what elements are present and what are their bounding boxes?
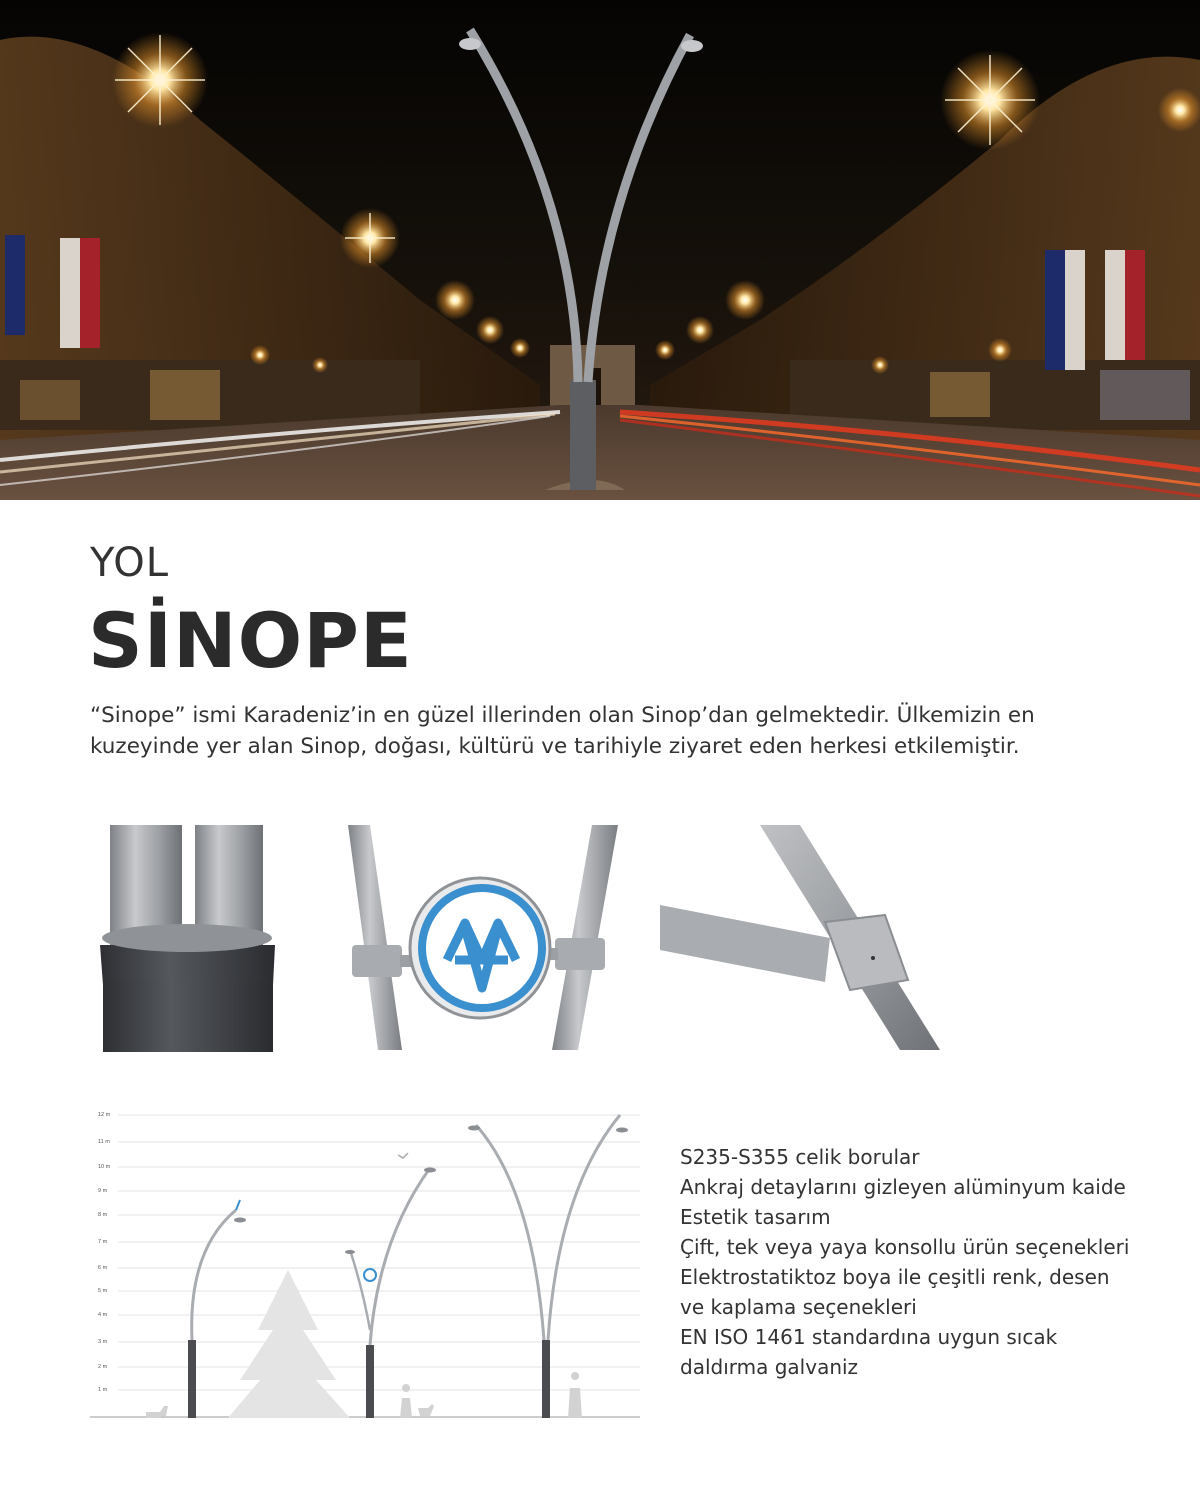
feature-item: S235-S355 celik borular — [680, 1145, 920, 1169]
feature-item: daldırma galvaniz — [680, 1355, 859, 1379]
feature-item: Elektrostatiktoz boya ile çeşitli renk, desen — [680, 1265, 1110, 1289]
pole-emblem-detail-image — [340, 820, 630, 1055]
feature-list — [680, 1142, 1180, 1382]
product-name: SİNOPE — [88, 596, 413, 685]
scale-label-4m: 4 m — [98, 1312, 108, 1318]
feature-item: ve kaplama seçenekleri — [680, 1295, 917, 1319]
dog-silhouette — [146, 1406, 168, 1418]
person-with-dog-silhouette — [400, 1384, 434, 1418]
person-silhouette — [568, 1372, 582, 1418]
scale-label-8m: 8 m — [98, 1212, 108, 1218]
scale-label-9m: 9 m — [98, 1188, 108, 1194]
pole-junction-detail-image — [660, 820, 945, 1055]
scale-label-3m: 3 m — [98, 1339, 108, 1345]
feature-item: Ankraj detaylarını gizleyen alüminyum kaide — [680, 1175, 1126, 1199]
scale-label-10m: 10 m — [98, 1164, 111, 1170]
scale-label-12m: 12 m — [98, 1112, 111, 1118]
product-description: “Sinope” ismi Karadeniz’in en güzel illerinden olan Sinop’dan gelmektedir. Ülkemizin en kuzeyinde yer alan Sinop, doğası, kültürü ve tarihiyle ziyaret eden herkesi etkilemiştir. — [90, 703, 1035, 759]
scale-label-6m: 6 m — [98, 1265, 108, 1271]
tree-silhouette — [228, 1270, 350, 1418]
pole-twin — [468, 1115, 628, 1418]
scale-label-5m: 5 m — [98, 1288, 108, 1294]
pole-pedestrian — [345, 1153, 436, 1418]
pole-height-scale-drawing — [88, 1100, 640, 1430]
feature-item: Çift, tek veya yaya konsollu ürün seçenekleri — [680, 1235, 1130, 1259]
scale-label-1m: 1 m — [98, 1387, 108, 1393]
pole-base-detail-image — [95, 820, 285, 1055]
feature-item: EN ISO 1461 standardına uygun sıcak — [680, 1325, 1058, 1349]
scale-label-2m: 2 m — [98, 1364, 108, 1370]
product-category: YOL — [90, 540, 170, 586]
feature-item: Estetik tasarım — [680, 1205, 831, 1229]
scale-label-7m: 7 m — [98, 1239, 108, 1245]
pole-single — [188, 1200, 246, 1418]
scale-label-11m: 11 m — [98, 1139, 110, 1145]
hero-street-night-photo — [0, 0, 1200, 500]
